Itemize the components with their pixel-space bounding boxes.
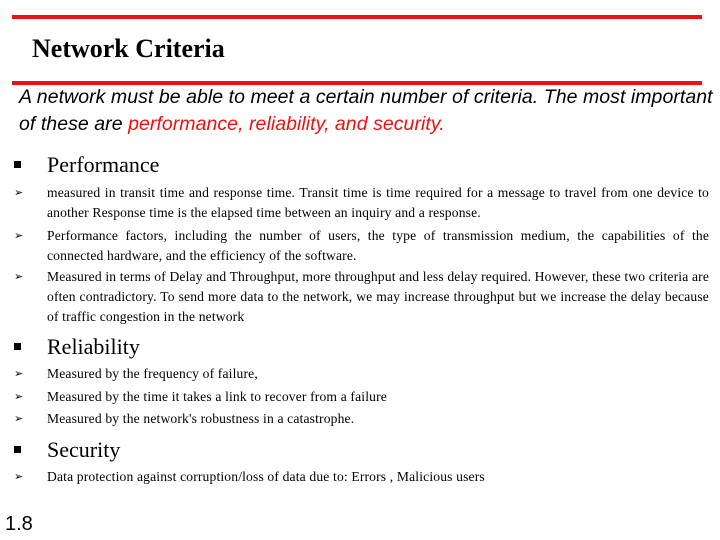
arrow-bullet-icon: ➢: [14, 412, 24, 425]
list-item-text: measured in transit time and response time. Transit time is time required for a message to travel from one device to another Response time is the elapsed time between an inquiry and a response.: [47, 185, 709, 220]
page-number: 1.8: [5, 513, 33, 535]
section-heading-text: Security: [47, 437, 121, 462]
arrow-bullet-icon: ➢: [14, 470, 24, 483]
list-item-text: Performance factors, including the number of users, the type of transmission medium, the capabilities of the connected hardware, and the efficiency of the software.: [47, 228, 709, 263]
square-bullet-icon: [14, 161, 21, 168]
square-bullet-icon: [14, 446, 21, 453]
section-heading-text: Performance: [47, 152, 160, 177]
slide-title: Network Criteria: [32, 34, 225, 63]
list-item-text: Measured in terms of Delay and Throughput, more throughput and less delay required. However, these two criteria are often contradictory. To send more data to the network, we may increase throughput but we increase the delay because of traffic congestion in the network: [47, 269, 709, 324]
arrow-bullet-icon: ➢: [14, 270, 24, 283]
arrow-bullet-icon: ➢: [14, 186, 24, 199]
square-bullet-icon: [14, 343, 21, 350]
intro-lead-text: A network must be able to meet a certain number of criteria. The most important of these are: [19, 86, 713, 135]
arrow-bullet-icon: ➢: [14, 390, 24, 403]
intro-paragraph: [19, 84, 719, 138]
list-item-text: Measured by the time it takes a link to recover from a failure: [47, 389, 387, 404]
top-red-rule: [12, 15, 702, 19]
list-item-text: Measured by the network's robustness in a catastrophe.: [47, 411, 355, 426]
list-item-text: Data protection against corruption/loss of data due to: Errors , Malicious users: [47, 469, 485, 484]
arrow-bullet-icon: ➢: [14, 229, 24, 242]
list-item-text: Measured by the frequency of failure,: [47, 366, 258, 381]
section-heading-text: Reliability: [47, 334, 140, 359]
intro-highlight-text: performance, reliability, and security.: [128, 113, 445, 135]
arrow-bullet-icon: ➢: [14, 367, 24, 380]
